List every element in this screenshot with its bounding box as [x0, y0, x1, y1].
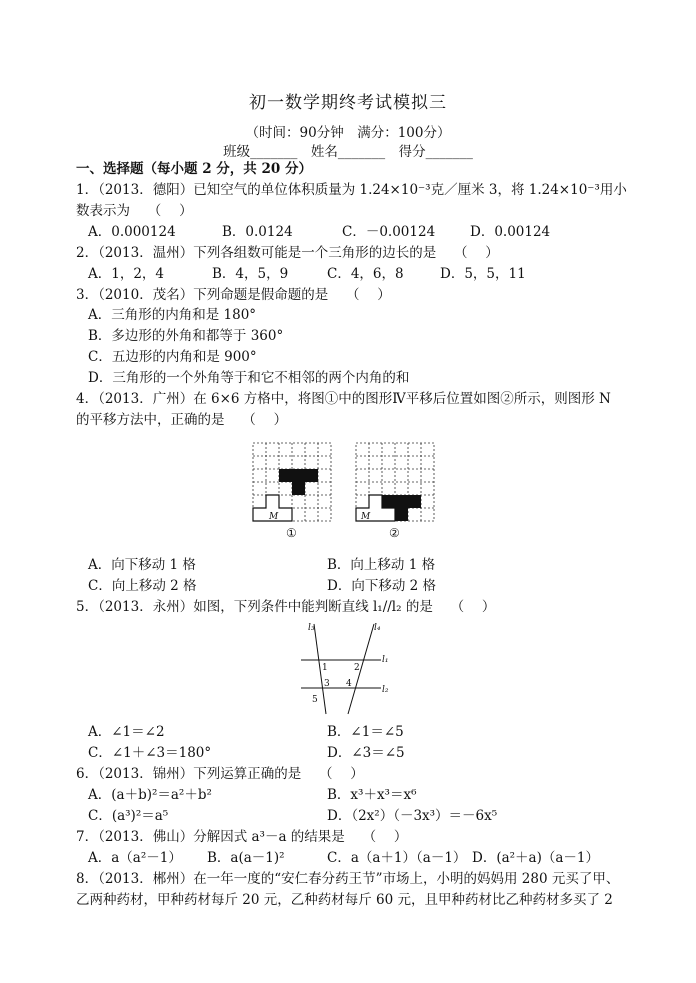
student-fields: 班级_______ 姓名_______ 得分_______ — [223, 144, 473, 160]
grid-letter-2: M — [361, 512, 371, 522]
angle-1: 1 — [322, 663, 328, 673]
shape-t-figure-1 — [279, 469, 318, 495]
q1-option-a: A．0.000124 — [88, 224, 176, 240]
q1-stem-cont: 数表示为 （ ） — [76, 203, 193, 219]
grid-letter-1: M — [269, 512, 279, 522]
q1-stem: 1．（2013．德阳）已知空气的单位体积质量为 1.24×10⁻³克／厘米 3，将 1.24×10⁻³用小 — [76, 182, 627, 198]
q5-option-b: B．∠1＝∠5 — [327, 724, 404, 740]
q4-stem: 4．（2013．广州）在 6×6 方格中，将图①中的图形Ⅳ平移后位置如图②所示，则图形 N — [76, 391, 611, 407]
line-l4 — [348, 624, 374, 714]
q4-option-a: A．向下移动 1 格 — [88, 557, 196, 573]
fig1-label: ① — [286, 526, 297, 540]
q6-option-b: B．x³＋x³＝x⁶ — [327, 787, 417, 803]
angle-5: 5 — [312, 695, 318, 705]
q2-stem: 2．（2013．温州）下列各组数可能是一个三角形的边长的是 （ ） — [76, 245, 499, 261]
q7-option-c: C．a（a＋1）（a－1） — [327, 850, 467, 866]
exam-info: （时间：90分钟 满分：100分） — [245, 125, 451, 141]
q7-option-d: D．(a²＋a)（a－1） — [472, 850, 600, 866]
q6-option-d: D．（2x²）（－3x³）＝－6x⁵ — [327, 808, 498, 824]
angle-2: 2 — [354, 663, 360, 673]
q2-option-d: D．5，5，11 — [440, 266, 526, 282]
q5-stem: 5．（2013．永州）如图，下列条件中能判断直线 l₁//l₂ 的是 （ ） — [76, 599, 496, 615]
q4-option-c: C．向上移动 2 格 — [88, 578, 197, 594]
q4-option-d: D．向下移动 2 格 — [327, 578, 436, 594]
q8-stem: 8．（2013．郴州）在一年一度的“安仁春分药王节”市场上，小明的妈妈用 280 元买了甲、 — [76, 871, 620, 887]
q4-grid-figures — [250, 440, 440, 542]
label-l1: l₁ — [382, 655, 389, 665]
q5-option-c: C．∠1＋∠3＝180° — [88, 745, 212, 761]
q3-option-a: A．三角形的内角和是 180° — [88, 307, 257, 323]
q2-option-b: B．4，5，9 — [212, 266, 289, 282]
angle-3: 3 — [324, 679, 330, 689]
q1-option-d: D．0.00124 — [470, 224, 551, 240]
label-l4: l₄ — [374, 623, 381, 633]
q3-option-b: B．多边形的外角和都等于 360° — [88, 328, 284, 344]
q7-stem: 7．（2013．佛山）分解因式 a³－a 的结果是 （ ） — [76, 829, 408, 845]
q5-option-d: D．∠3＝∠5 — [327, 745, 405, 761]
q1-option-c: C．－0.00124 — [342, 224, 436, 240]
q4-stem-cont: 的平移方法中，正确的是 （ ） — [76, 412, 288, 428]
q5-option-a: A．∠1＝∠2 — [88, 724, 165, 740]
q6-stem: 6．（2013．锦州）下列运算正确的是 （ ） — [76, 766, 364, 782]
q7-option-b: B．a(a－1)² — [207, 850, 285, 866]
q2-option-c: C．4，6，8 — [327, 266, 404, 282]
label-l3: l₃ — [308, 623, 315, 633]
label-l2: l₂ — [382, 685, 389, 695]
q8-stem-cont: 乙两种药材，甲种药材每斤 20 元，乙种药材每斤 60 元，且甲种药材比乙种药材多买了 2 — [76, 892, 613, 908]
q1-option-b: B．0.0124 — [222, 224, 293, 240]
q6-option-c: C．(a³)²＝a⁵ — [88, 808, 169, 824]
page-title: 初一数学期终考试模拟三 — [249, 93, 447, 113]
fig2-label: ② — [389, 526, 400, 540]
q7-option-a: A．a（a²－1） — [88, 850, 182, 866]
section-heading: 一、选择题（每小题 2 分，共 20 分） — [76, 161, 312, 177]
q2-option-a: A．1，2，4 — [88, 266, 165, 282]
q5-parallel-lines-figure — [296, 618, 396, 718]
q3-option-d: D．三角形的一个外角等于和它不相邻的两个内角的和 — [88, 370, 410, 386]
q3-option-c: C．五边形的内角和是 900° — [88, 349, 257, 365]
q4-option-b: B．向上移动 1 格 — [327, 557, 436, 573]
q3-stem: 3．（2010．茂名）下列命题是假命题的是 （ ） — [76, 287, 391, 303]
q6-option-a: A．(a＋b)²＝a²＋b² — [88, 787, 212, 803]
angle-4: 4 — [346, 679, 352, 689]
